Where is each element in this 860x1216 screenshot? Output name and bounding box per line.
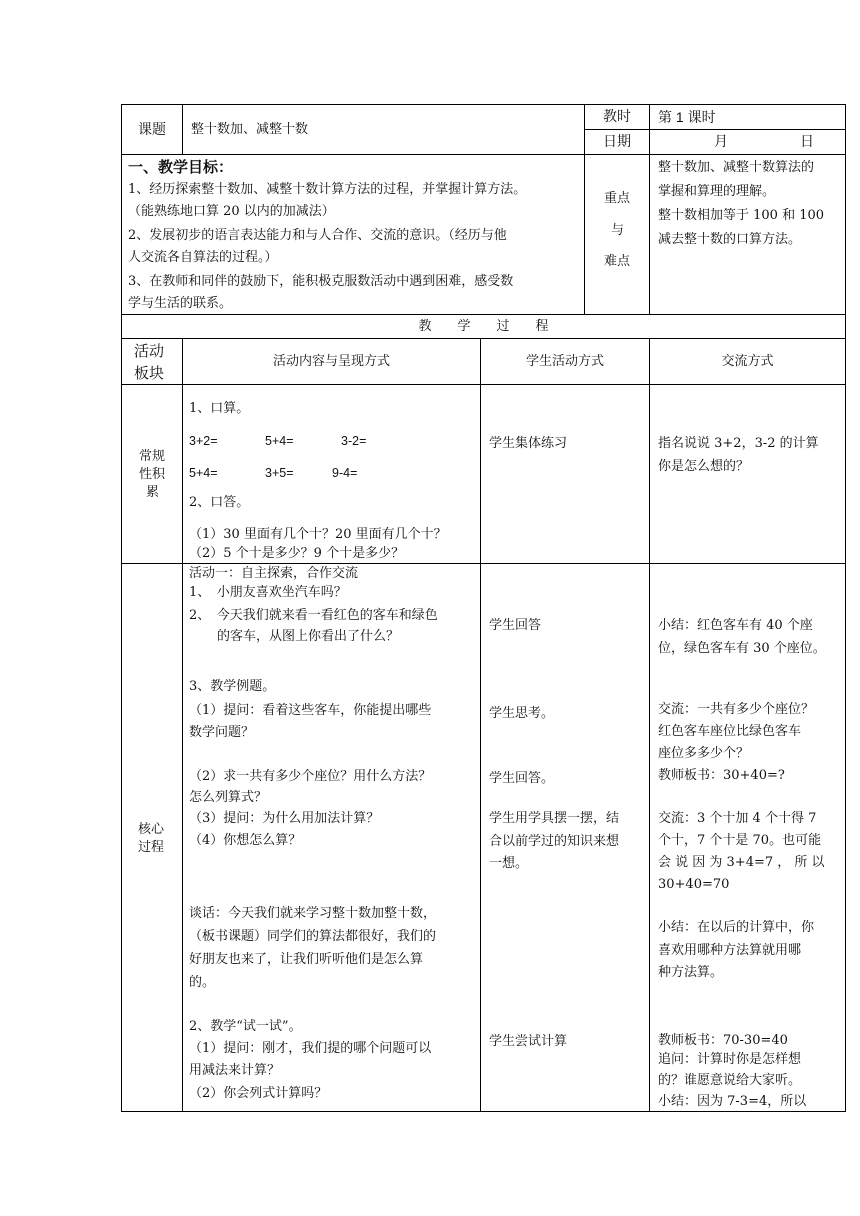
core-content-line: 的。: [189, 975, 216, 990]
content-header-cell: [182, 338, 481, 385]
core-exchange-line: 位，绿色客车有 30 个座位。: [658, 641, 826, 656]
calc-item: 9-4=: [332, 466, 358, 480]
key-points-cell: [649, 154, 846, 315]
key-point-line: 整十数加、减整十数算法的: [658, 160, 815, 175]
core-content-line: 活动一：自主探索，合作交流: [189, 566, 359, 581]
core-exchange-line: 喜欢用哪种方法算就用哪: [658, 943, 802, 958]
core-content-line: （2）你会列式计算吗？: [189, 1086, 328, 1101]
core-exchange-line: 红色客车座位比绿色客车: [658, 724, 802, 739]
core-exchange-line: 30+40=70: [658, 877, 730, 892]
core-content-line: 怎么列算式？: [189, 790, 268, 805]
calc-item: 3+5=: [265, 466, 294, 480]
routine-exchange-line: 指名说说 3+2，3-2 的计算: [658, 436, 819, 451]
core-content-line: （1）提问：刚才，我们提的哪个问题可以: [189, 1041, 432, 1056]
date-label: 日期: [603, 134, 631, 150]
objective-line: （能熟练地口算 20 以内的加减法）: [128, 204, 335, 219]
student-header: 学生活动方式: [525, 353, 604, 369]
routine-label-3: 累: [146, 485, 160, 500]
core-student-cell: [480, 563, 650, 1112]
date-label-cell: [584, 129, 650, 155]
core-content-line: 1、 小朋友喜欢坐汽车吗？: [189, 585, 347, 600]
core-exchange-cell: [649, 563, 846, 1112]
core-content-line: （4）你想怎么算？: [189, 833, 302, 848]
core-content-line: 好朋友也来了，让我们听听他们是怎么算: [189, 952, 424, 967]
routine-content-cell: [182, 384, 481, 564]
key-points-label-3: 难点: [604, 254, 631, 269]
calc-item: 5+4=: [265, 434, 294, 448]
process-title: 教 学 过 程: [418, 318, 549, 334]
period-label: 教时: [603, 109, 631, 125]
key-points-label-2: 与: [611, 223, 625, 238]
subject-value: 整十数加、减整十数: [191, 122, 309, 137]
core-student-line: 合以前学过的知识来想: [489, 834, 620, 849]
objectives-title: 一、教学目标：: [128, 158, 234, 176]
exchange-header: 交流方式: [721, 353, 774, 369]
content-header: 活动内容与呈现方式: [272, 353, 390, 369]
routine-exchange-cell: [649, 384, 846, 564]
key-points-label-cell: [584, 154, 650, 315]
routine-label-cell: [121, 384, 183, 564]
objective-line: 学与生活的联系。: [128, 296, 233, 311]
core-content-line: 谈话：今天我们就来学习整十数加整十数，: [189, 906, 437, 921]
core-exchange-line: 小结：因为 7-3=4，所以: [658, 1094, 807, 1109]
subject-label: 课题: [138, 121, 166, 138]
core-content-line: （2）求一共有多少个座位？用什么方法？: [189, 769, 432, 784]
objective-line: 人交流各自算法的过程。）: [128, 250, 278, 265]
calc-item: 3-2=: [341, 434, 367, 448]
core-student-line: 一想。: [489, 856, 529, 871]
exchange-header-cell: [649, 338, 846, 385]
core-exchange-line: 会 说 因 为 3+4=7 ， 所 以: [658, 855, 825, 870]
core-exchange-line: 种方法算。: [658, 965, 724, 980]
core-label-cell: [121, 563, 183, 1112]
core-exchange-line: 交流：3 个十加 4 个十得 7: [658, 811, 817, 826]
routine-label-1: 常规: [139, 449, 166, 464]
core-content-line: 用减法来计算？: [189, 1063, 281, 1078]
core-student-line: 学生回答: [489, 618, 542, 633]
core-content-line: 2、教学“试一试”。: [189, 1019, 302, 1034]
calc-item: 3+2=: [189, 434, 218, 448]
routine-item-2: 2、口答。: [189, 495, 250, 510]
key-point-line: 整十数相加等于 100 和 100: [658, 208, 825, 223]
block-header-cell: [121, 338, 183, 385]
routine-question-1: （1）30 里面有几个十？20 里面有几个十？: [189, 527, 447, 542]
core-exchange-line: 教师板书：70-30=40: [658, 1033, 788, 1048]
core-label-2: 过程: [138, 840, 165, 855]
block-header-2: 板块: [134, 364, 165, 382]
core-content-line: （板书课题）同学们的算法都很好，我们的: [189, 929, 437, 944]
objective-line: 2、发展初步的语言表达能力和与人合作、交流的意识。（经历与他: [128, 228, 507, 243]
objective-line: 3、在教师和同伴的鼓励下，能积极克服数活动中遇到困难，感受数: [128, 274, 514, 289]
routine-exchange-line: 你是怎么想的？: [658, 459, 750, 474]
core-exchange-line: 交流：一共有多少个座位？: [658, 702, 815, 717]
date-day: 日: [800, 134, 814, 150]
routine-question-2: （2）5 个十是多少？9 个十是多少？: [189, 546, 405, 561]
key-point-line: 掌握和算理的理解。: [658, 184, 776, 199]
period-value: 第 1 课时: [658, 109, 716, 125]
block-header-1: 活动: [134, 342, 165, 360]
objectives-cell: [121, 154, 585, 315]
date-value-cell: [649, 129, 846, 155]
core-exchange-line: 座位多多少个？: [658, 746, 750, 761]
key-points-label-1: 重点: [604, 191, 631, 206]
key-point-line: 减去整十数的口算方法。: [658, 232, 802, 247]
core-content-cell: [182, 563, 481, 1112]
core-exchange-line: 的？谁愿意说给大家听。: [658, 1073, 802, 1088]
core-content-line: （1）提问：看着这些客车，你能提出哪些: [189, 703, 432, 718]
core-content-line: 3、教学例题。: [189, 679, 276, 694]
process-title-cell: [121, 314, 846, 339]
subject-value-cell: [182, 104, 585, 155]
subject-label-cell: [121, 104, 183, 155]
routine-student-cell: [480, 384, 650, 564]
core-content-line: 的客车，从图上你看出了什么？: [217, 629, 400, 644]
routine-student: 学生集体练习: [489, 436, 568, 451]
core-exchange-line: 追问：计算时你是怎样想: [658, 1052, 802, 1067]
period-label-cell: [584, 104, 650, 130]
core-student-line: 学生用学具摆一摆，结: [489, 811, 620, 826]
objective-line: 1、经历探索整十数加、减整十数计算方法的过程，并掌握计算方法。: [128, 182, 527, 197]
period-value-cell: [649, 104, 846, 130]
core-content-line: （3）提问：为什么用加法计算？: [189, 811, 380, 826]
core-content-line: 2、 今天我们就来看一看红色的客车和绿色: [189, 608, 438, 623]
calc-item: 5+4=: [189, 466, 218, 480]
core-exchange-line: 小结：在以后的计算中，你: [658, 920, 815, 935]
core-content-line: 数学问题？: [189, 725, 255, 740]
lesson-plan-table: [121, 104, 846, 1112]
core-student-line: 学生思考。: [489, 706, 555, 721]
core-exchange-line: 小结：红色客车有 40 个座: [658, 618, 813, 633]
core-student-line: 学生尝试计算: [489, 1034, 568, 1049]
core-exchange-line: 教师板书：30+40=?: [658, 768, 785, 783]
core-student-line: 学生回答。: [489, 771, 555, 786]
routine-label-2: 性积: [139, 467, 166, 482]
routine-item-1: 1、口算。: [189, 401, 250, 416]
core-exchange-line: 个十，7 个十是 70。也可能: [658, 833, 822, 848]
student-header-cell: [480, 338, 650, 385]
core-label-1: 核心: [138, 822, 165, 837]
date-month: 月: [714, 134, 728, 150]
